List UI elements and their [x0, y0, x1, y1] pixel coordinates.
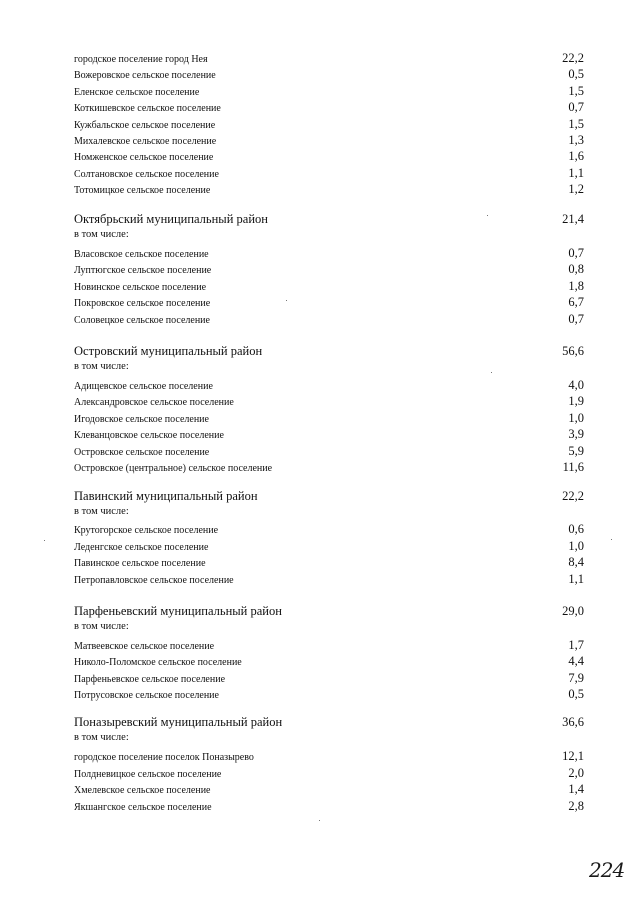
settlement-value: 1,6	[568, 149, 584, 163]
table-row	[74, 799, 584, 815]
table-row	[74, 279, 584, 295]
settlement-name: Тотомицкое сельское поселение	[74, 185, 211, 196]
settlement-value: 1,5	[568, 117, 584, 131]
table-row	[74, 638, 584, 654]
subheading-label: в том числе:	[74, 361, 129, 372]
table-row	[74, 522, 584, 538]
settlement-value: 1,7	[568, 638, 584, 652]
settlement-value: 0,7	[568, 312, 584, 326]
settlement-name: Еленское сельское поселение	[74, 87, 200, 98]
table-row	[74, 51, 584, 67]
scan-speck	[286, 300, 287, 301]
table-row	[74, 262, 584, 278]
settlement-name: Солтановское сельское поселение	[74, 169, 219, 180]
subheading-label: в том числе:	[74, 732, 129, 743]
table-row	[74, 84, 584, 100]
settlement-name: Потрусовское сельское поселение	[74, 690, 219, 701]
settlement-value: 6,7	[568, 295, 584, 309]
settlement-name: Павинское сельское поселение	[74, 558, 206, 569]
table-row	[74, 411, 584, 427]
settlement-name: Островское (центральное) сельское поселение	[74, 463, 273, 474]
settlement-value: 1,0	[568, 411, 584, 425]
settlement-value: 2,8	[568, 799, 584, 813]
settlement-name: Луптюгское сельское поселение	[74, 265, 212, 276]
subheading-row	[74, 506, 584, 522]
scan-speck	[611, 539, 612, 540]
table-row	[74, 539, 584, 555]
settlement-name: Адищевское сельское поселение	[74, 381, 213, 392]
district-row	[74, 212, 584, 228]
settlement-value: 1,4	[568, 782, 584, 796]
settlement-value: 1,2	[568, 182, 584, 196]
table-row	[74, 133, 584, 149]
settlement-name: Петропавловское сельское поселение	[74, 575, 234, 586]
scan-speck	[44, 540, 45, 541]
settlement-value: 1,3	[568, 133, 584, 147]
settlement-name: Власовское сельское поселение	[74, 249, 209, 260]
settlement-name: Коткишевское сельское поселение	[74, 103, 221, 114]
settlement-name: Хмелевское сельское поселение	[74, 785, 211, 796]
district-total: 29,0	[562, 604, 584, 618]
district-row	[74, 715, 584, 731]
settlement-name: Клеванцовское сельское поселение	[74, 430, 224, 441]
settlement-value: 0,7	[568, 100, 584, 114]
settlement-name: Полдневицкое сельское поселение	[74, 769, 222, 780]
settlement-value: 3,9	[568, 427, 584, 441]
district-row	[74, 489, 584, 505]
settlement-name: Кужбальское сельское поселение	[74, 120, 216, 131]
district-name: Октябрьский муниципальный район	[74, 212, 268, 226]
settlement-name: Вожеровское сельское поселение	[74, 70, 216, 81]
table-row	[74, 572, 584, 588]
settlement-value: 8,4	[568, 555, 584, 569]
scan-speck	[491, 372, 492, 373]
settlement-value: 2,0	[568, 766, 584, 780]
subheading-label: в том числе:	[74, 621, 129, 632]
table-row	[74, 182, 584, 198]
table-row	[74, 749, 584, 765]
district-total: 36,6	[562, 715, 584, 729]
handwritten-page-number: 224	[589, 858, 625, 882]
table-row	[74, 378, 584, 394]
table-row	[74, 394, 584, 410]
settlement-name: городское поселение поселок Поназырево	[74, 752, 254, 763]
settlement-value: 4,4	[568, 654, 584, 668]
settlement-value: 11,6	[562, 460, 584, 474]
district-name: Парфеньевский муниципальный район	[74, 604, 282, 618]
settlement-name: городское поселение город Нея	[74, 54, 208, 65]
table-row	[74, 295, 584, 311]
table-row	[74, 67, 584, 83]
settlement-name: Парфеньевское сельское поселение	[74, 674, 226, 685]
settlement-name: Островское сельское поселение	[74, 447, 210, 458]
settlement-name: Матвеевское сельское поселение	[74, 641, 215, 652]
settlement-value: 12,1	[562, 749, 584, 763]
subheading-row	[74, 229, 584, 245]
settlement-value: 0,6	[568, 522, 584, 536]
settlement-value: 0,5	[568, 687, 584, 701]
scan-speck	[487, 215, 488, 216]
settlement-name: Соловецкое сельское поселение	[74, 315, 210, 326]
settlement-name: Александровское сельское поселение	[74, 397, 234, 408]
settlement-value: 0,5	[568, 67, 584, 81]
table-row	[74, 100, 584, 116]
table-row	[74, 246, 584, 262]
table-row	[74, 427, 584, 443]
settlement-value: 1,5	[568, 84, 584, 98]
district-total: 21,4	[562, 212, 584, 226]
district-name: Поназыревский муниципальный район	[74, 715, 283, 729]
settlement-name: Покровское сельское поселение	[74, 298, 211, 309]
table-row	[74, 766, 584, 782]
table-row	[74, 460, 584, 476]
district-total: 22,2	[562, 489, 584, 503]
district-row	[74, 604, 584, 620]
table-row	[74, 555, 584, 571]
table-row	[74, 312, 584, 328]
district-row	[74, 344, 584, 360]
table-row	[74, 654, 584, 670]
table-row	[74, 444, 584, 460]
settlement-value: 1,1	[568, 572, 584, 586]
settlement-value: 0,7	[568, 246, 584, 260]
table-row	[74, 671, 584, 687]
settlement-value: 1,9	[568, 394, 584, 408]
settlement-name: Новинское сельское поселение	[74, 282, 207, 293]
settlement-value: 7,9	[568, 671, 584, 685]
settlement-value: 0,8	[568, 262, 584, 276]
table-row	[74, 149, 584, 165]
settlement-name: Николо-Поломское сельское поселение	[74, 657, 242, 668]
subheading-label: в том числе:	[74, 506, 129, 517]
settlement-name: Леденгское сельское поселение	[74, 542, 209, 553]
settlement-name: Якшангское сельское поселение	[74, 802, 212, 813]
district-total: 56,6	[562, 344, 584, 358]
settlement-name: Михалевское сельское поселение	[74, 136, 217, 147]
settlement-value: 22,2	[562, 51, 584, 65]
settlement-value: 5,9	[568, 444, 584, 458]
subheading-row	[74, 361, 584, 377]
subheading-row	[74, 621, 584, 637]
settlement-name: Номженское сельское поселение	[74, 152, 214, 163]
table-row	[74, 687, 584, 703]
scan-speck	[319, 820, 320, 821]
settlement-name: Игодовское сельское поселение	[74, 414, 209, 425]
settlement-name: Крутогорское сельское поселение	[74, 525, 219, 536]
district-name: Островский муниципальный район	[74, 344, 263, 358]
settlement-value: 1,0	[568, 539, 584, 553]
settlement-value: 4,0	[568, 378, 584, 392]
subheading-row	[74, 732, 584, 748]
table-row	[74, 782, 584, 798]
district-name: Павинский муниципальный район	[74, 489, 258, 503]
settlement-value: 1,1	[568, 166, 584, 180]
table-row	[74, 117, 584, 133]
table-row	[74, 166, 584, 182]
subheading-label: в том числе:	[74, 229, 129, 240]
settlement-value: 1,8	[568, 279, 584, 293]
